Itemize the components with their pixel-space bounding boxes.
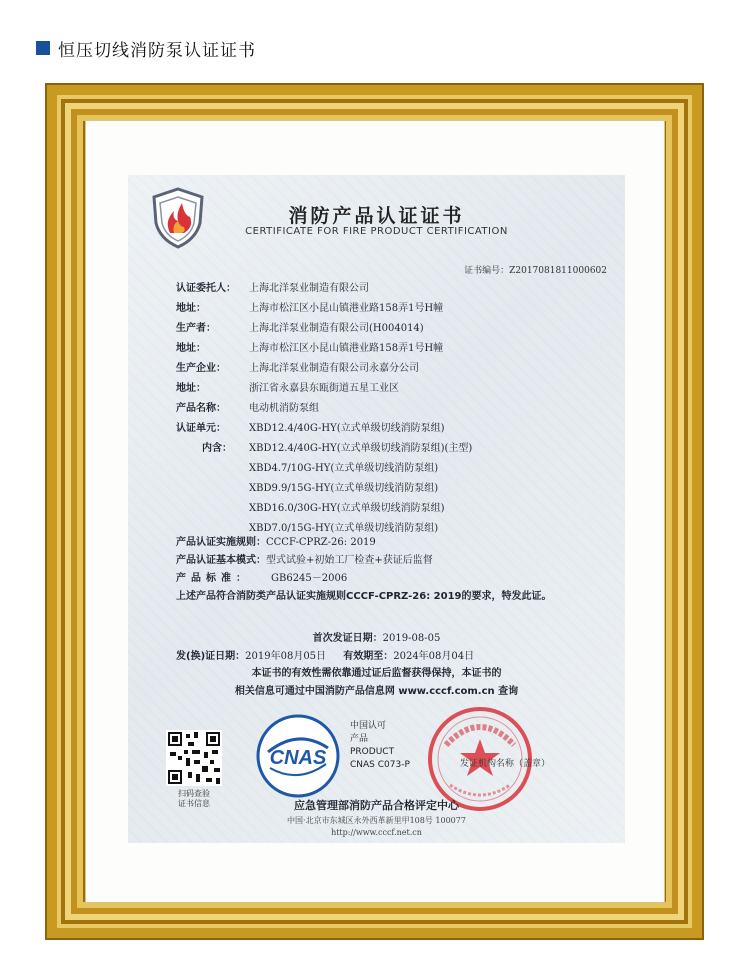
certificate-title-en: CERTIFICATE FOR FIRE PRODUCT CERTIFICATION — [245, 226, 508, 237]
standard-value: GB6245－2006 — [271, 573, 348, 584]
field-value: 上海北洋泵业制造有限公司 — [249, 283, 369, 294]
first-issue-label: 首次发证日期： — [312, 633, 383, 644]
notice-line-2: 相关信息可通过中国消防产品信息网 www.cccf.com.cn 查询 — [234, 686, 519, 697]
unit-row — [249, 479, 438, 494]
contains-label: 内含： — [202, 443, 232, 454]
field-label: 生产者： — [176, 323, 216, 334]
field-label: 生产企业： — [176, 363, 226, 374]
field-label: 地址： — [176, 383, 206, 394]
rules-row — [176, 533, 376, 548]
cnas-text-line: 中国认可 — [350, 721, 387, 731]
issuer-address: 中国·北京市东城区永外西革新里甲108号 100077 — [287, 816, 466, 825]
certificate-number-value: Z2017081811000602 — [509, 266, 607, 276]
seal-note: 发证机构名称（盖章） — [460, 759, 551, 769]
cnas-text-line: CNAS C073-P — [350, 760, 410, 770]
field-value: XBD12.4/40G-HY(立式单级切线消防泵组) — [249, 423, 445, 434]
field-row — [176, 319, 424, 334]
unit-value: XBD9.9/15G-HY(立式单级切线消防泵组) — [249, 483, 439, 494]
field-value: 电动机消防泵组 — [249, 403, 319, 414]
field-label: 认证委托人： — [176, 283, 236, 294]
field-row — [176, 279, 369, 294]
certification-statement: 上述产品符合消防类产品认证实施规则CCCF-CPRZ-26: 2019的要求，特发此证。 — [176, 591, 552, 602]
heading-square-icon — [36, 41, 50, 55]
field-row — [176, 339, 443, 354]
field-row — [176, 359, 419, 374]
unit-value: XBD12.4/40G-HY(立式单级切线消防泵组)(主型) — [249, 443, 473, 454]
valid-label: 有效期至： — [343, 651, 394, 662]
field-row — [176, 399, 319, 414]
cnas-accreditation-text — [350, 720, 410, 772]
mode-label: 产品认证基本模式： — [176, 555, 266, 566]
field-value: 上海北洋泵业制造有限公司永嘉分公司 — [249, 363, 419, 374]
mode-row — [176, 551, 433, 566]
issue-value: 2019年08月05日 — [245, 651, 327, 662]
field-value: 浙江省永嘉县东瓯街道五星工业区 — [249, 383, 399, 394]
cnas-text-line: PRODUCT — [350, 747, 395, 757]
unit-row — [249, 459, 438, 474]
unit-row — [249, 499, 445, 514]
page-heading — [36, 38, 256, 61]
unit-row — [202, 439, 472, 454]
first-issue-value: 2019-08-05 — [382, 633, 441, 644]
cnas-text-line: 产品 — [350, 734, 369, 744]
cnas-logo-icon — [256, 714, 340, 798]
cnas-logo-text: CNAS — [269, 747, 327, 769]
standard-row — [176, 569, 347, 584]
field-label: 地址： — [176, 303, 206, 314]
heading-text: 恒压切线消防泵认证证书 — [58, 40, 256, 61]
rules-label: 产品认证实施规则： — [176, 537, 266, 548]
certificate-number-label: 证书编号： — [464, 266, 510, 276]
qr-caption-line-1: 扫码查验 — [178, 789, 210, 798]
issuer-website-link[interactable]: http://www.cccf.net.cn — [331, 828, 422, 837]
first-issue-row — [128, 629, 625, 644]
standard-label: 产品标准： — [176, 573, 251, 584]
field-label: 地址： — [176, 343, 206, 354]
mode-value: 型式试验+初始工厂检查+获证后监督 — [266, 555, 433, 566]
issue-row — [176, 647, 474, 662]
field-label: 认证单元： — [176, 423, 226, 434]
field-value: 上海市松江区小昆山镇港业路158弄1号H幢 — [249, 303, 444, 314]
certificate-title-cn: 消防产品认证证书 — [288, 205, 465, 227]
certificate-number — [464, 263, 607, 276]
certificate — [128, 175, 625, 843]
unit-value: XBD7.0/15G-HY(立式单级切线消防泵组) — [249, 523, 439, 534]
field-row — [176, 419, 445, 434]
field-value: 上海市松江区小昆山镇港业路158弄1号H幢 — [249, 343, 444, 354]
unit-value: XBD4.7/10G-HY(立式单级切线消防泵组) — [249, 463, 439, 474]
notice-line-1: 本证书的有效性需依靠通过证后监督获得保持，本证书的 — [251, 668, 502, 679]
issuing-authority: 应急管理部消防产品合格评定中心 — [294, 799, 459, 812]
field-value: 上海北洋泵业制造有限公司(H004014) — [249, 323, 424, 334]
qr-caption-line-2: 证书信息 — [178, 799, 210, 808]
unit-value: XBD16.0/30G-HY(立式单级切线消防泵组) — [249, 503, 445, 514]
unit-row — [249, 519, 438, 534]
field-row — [176, 379, 399, 394]
field-row — [176, 299, 443, 314]
qr-code-icon[interactable] — [166, 730, 222, 786]
field-label: 产品名称： — [176, 403, 226, 414]
issue-label: 发(换)证日期： — [176, 651, 246, 662]
valid-value: 2024年08月04日 — [393, 651, 475, 662]
rules-value: CCCF-CPRZ-26: 2019 — [266, 537, 376, 548]
